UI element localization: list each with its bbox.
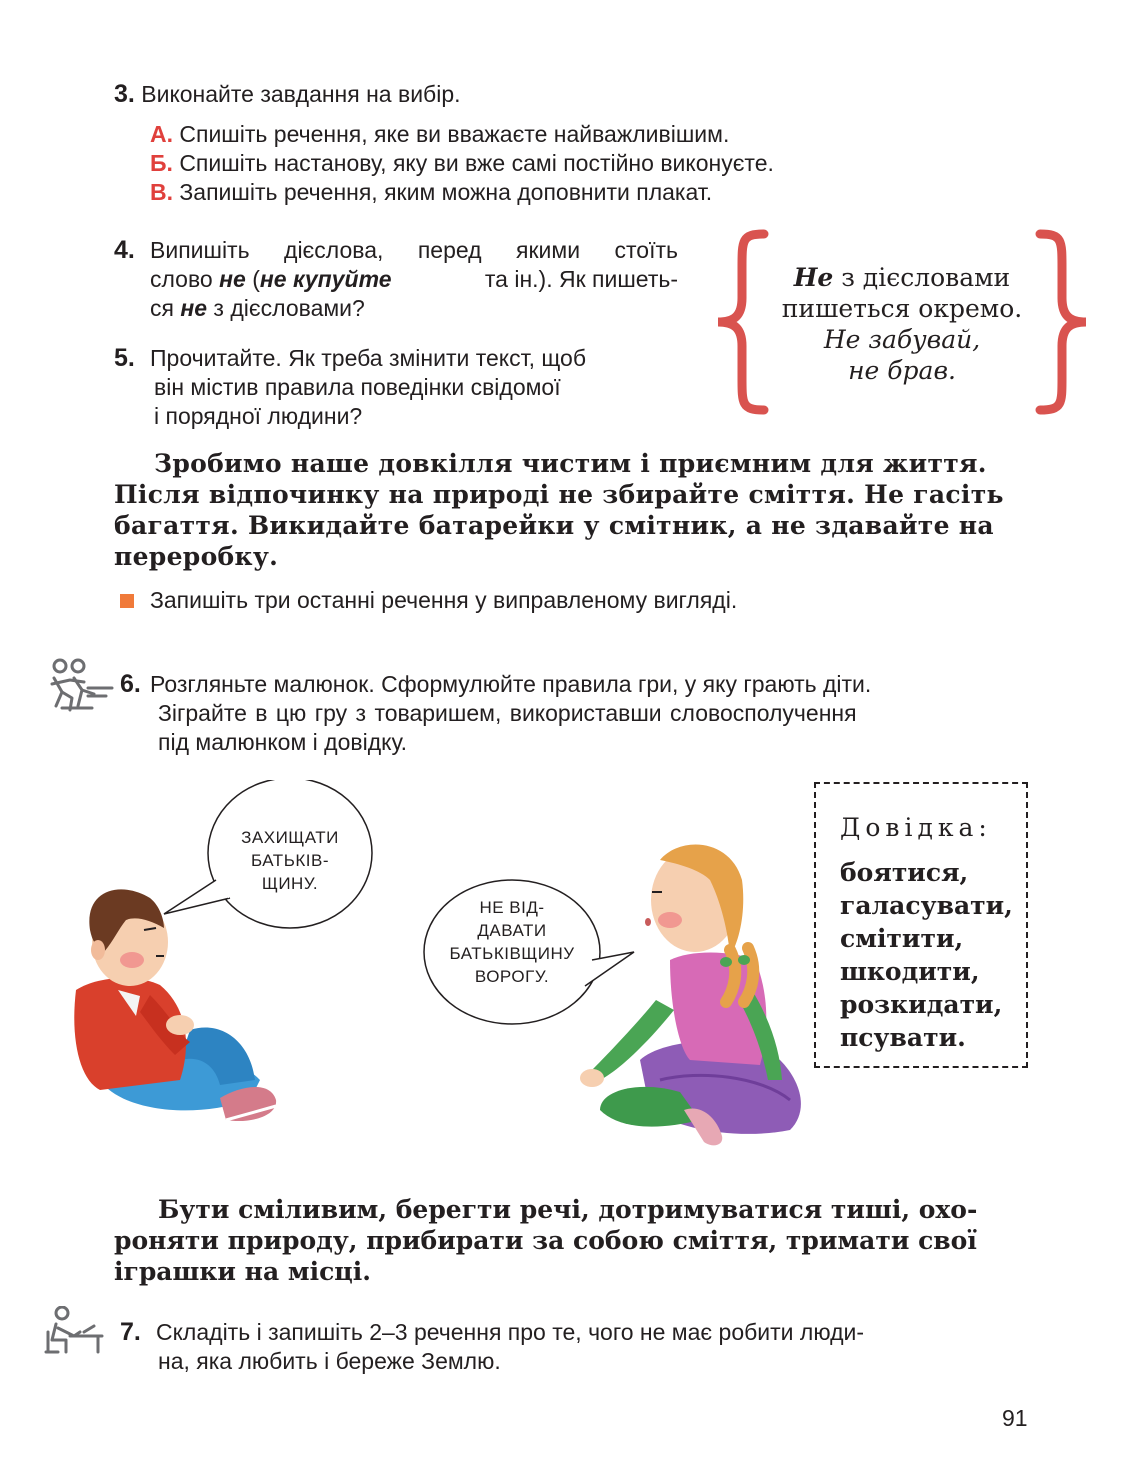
task-number: 4. [114,236,135,264]
task-5-text: Прочитайте. Як треба змінити текст, щоб він містив правила поведінки свідомої і порядної людини? [150,345,587,429]
rule-text: Не з дієсловами пишеться окремо. Не забувай, не брав. [781,263,1023,385]
phrases-text: Бути сміливим, берегти речі, дотримуватися тиші, охо- роняти природу, прибирати за собою сміття, тримати свої іграшки на місці. [114,1195,978,1286]
bullet-task-text: Запишіть три останні речення у виправленому вигляді. [150,587,738,613]
reference-title: Довідка: [840,813,992,842]
boy-speech-text: ЗАХИЩАТИ БАТЬКІВ- ЩИНУ. [241,828,339,893]
option-a: А. Спишіть речення, яке ви вважаєте найважливішим. [150,121,730,147]
task-7-text: Складіть і запишіть 2–3 речення про те, чого не має робити люди- на, яка любить і береже Землю. [156,1319,864,1374]
page-number: 91 [1002,1405,1028,1431]
task-6-text: Розгляньте малюнок. Сформулюйте правила гри, у яку грають діти. Зіграйте в цю гру з товаришем, використавши словосполучення під малюнком і довідку. [150,671,872,755]
writing-desk-icon [44,1306,104,1354]
bullet-square-icon [120,594,134,608]
option-c: В. Запишіть речення, яким можна доповнити плакат. [150,179,713,205]
boy-figure [74,889,276,1121]
pair-work-icon [48,658,116,714]
task-number: 6. [120,670,141,698]
task-5-exercise-text: Зробимо наше довкілля чистим і приємним для життя. Після відпочинку на природі не збирайте сміття. Не гасіть багаття. Викидайте батарейки у смітник, а не здавайте на переробку. [114,449,1004,571]
task-4-line-2: слово не (не купуйте та ін.). Як пишеть- [150,266,678,292]
girl-speech-text: НЕ ВІД- ДАВАТИ БАТЬКІВЩИНУ ВОРОГУ. [449,898,575,986]
task-number: 5. [114,344,135,372]
option-b: Б. Спишіть настанову, яку ви вже самі постійно виконуєте. [150,150,774,176]
task-number: 7. [120,1318,141,1346]
task-text: Виконайте завдання на вибір. [141,81,461,107]
task-4-text: Випишіть дієслова, перед якими стоїть слово не (не купуйте та ін.). Як пишеть- ся не з дієсловами? [150,237,678,321]
task-3 [114,80,1014,109]
reference-box [814,782,1028,1068]
girl-figure [580,845,801,1146]
task-3-options [150,120,1010,207]
reference-words: боятися, галасувати, смітити, шкодити, розкидати, псувати. [840,858,1013,1052]
illustration [40,780,820,1160]
children-illustration [40,780,820,1160]
task-number: 3. [114,80,135,108]
rule-box [712,228,1092,416]
